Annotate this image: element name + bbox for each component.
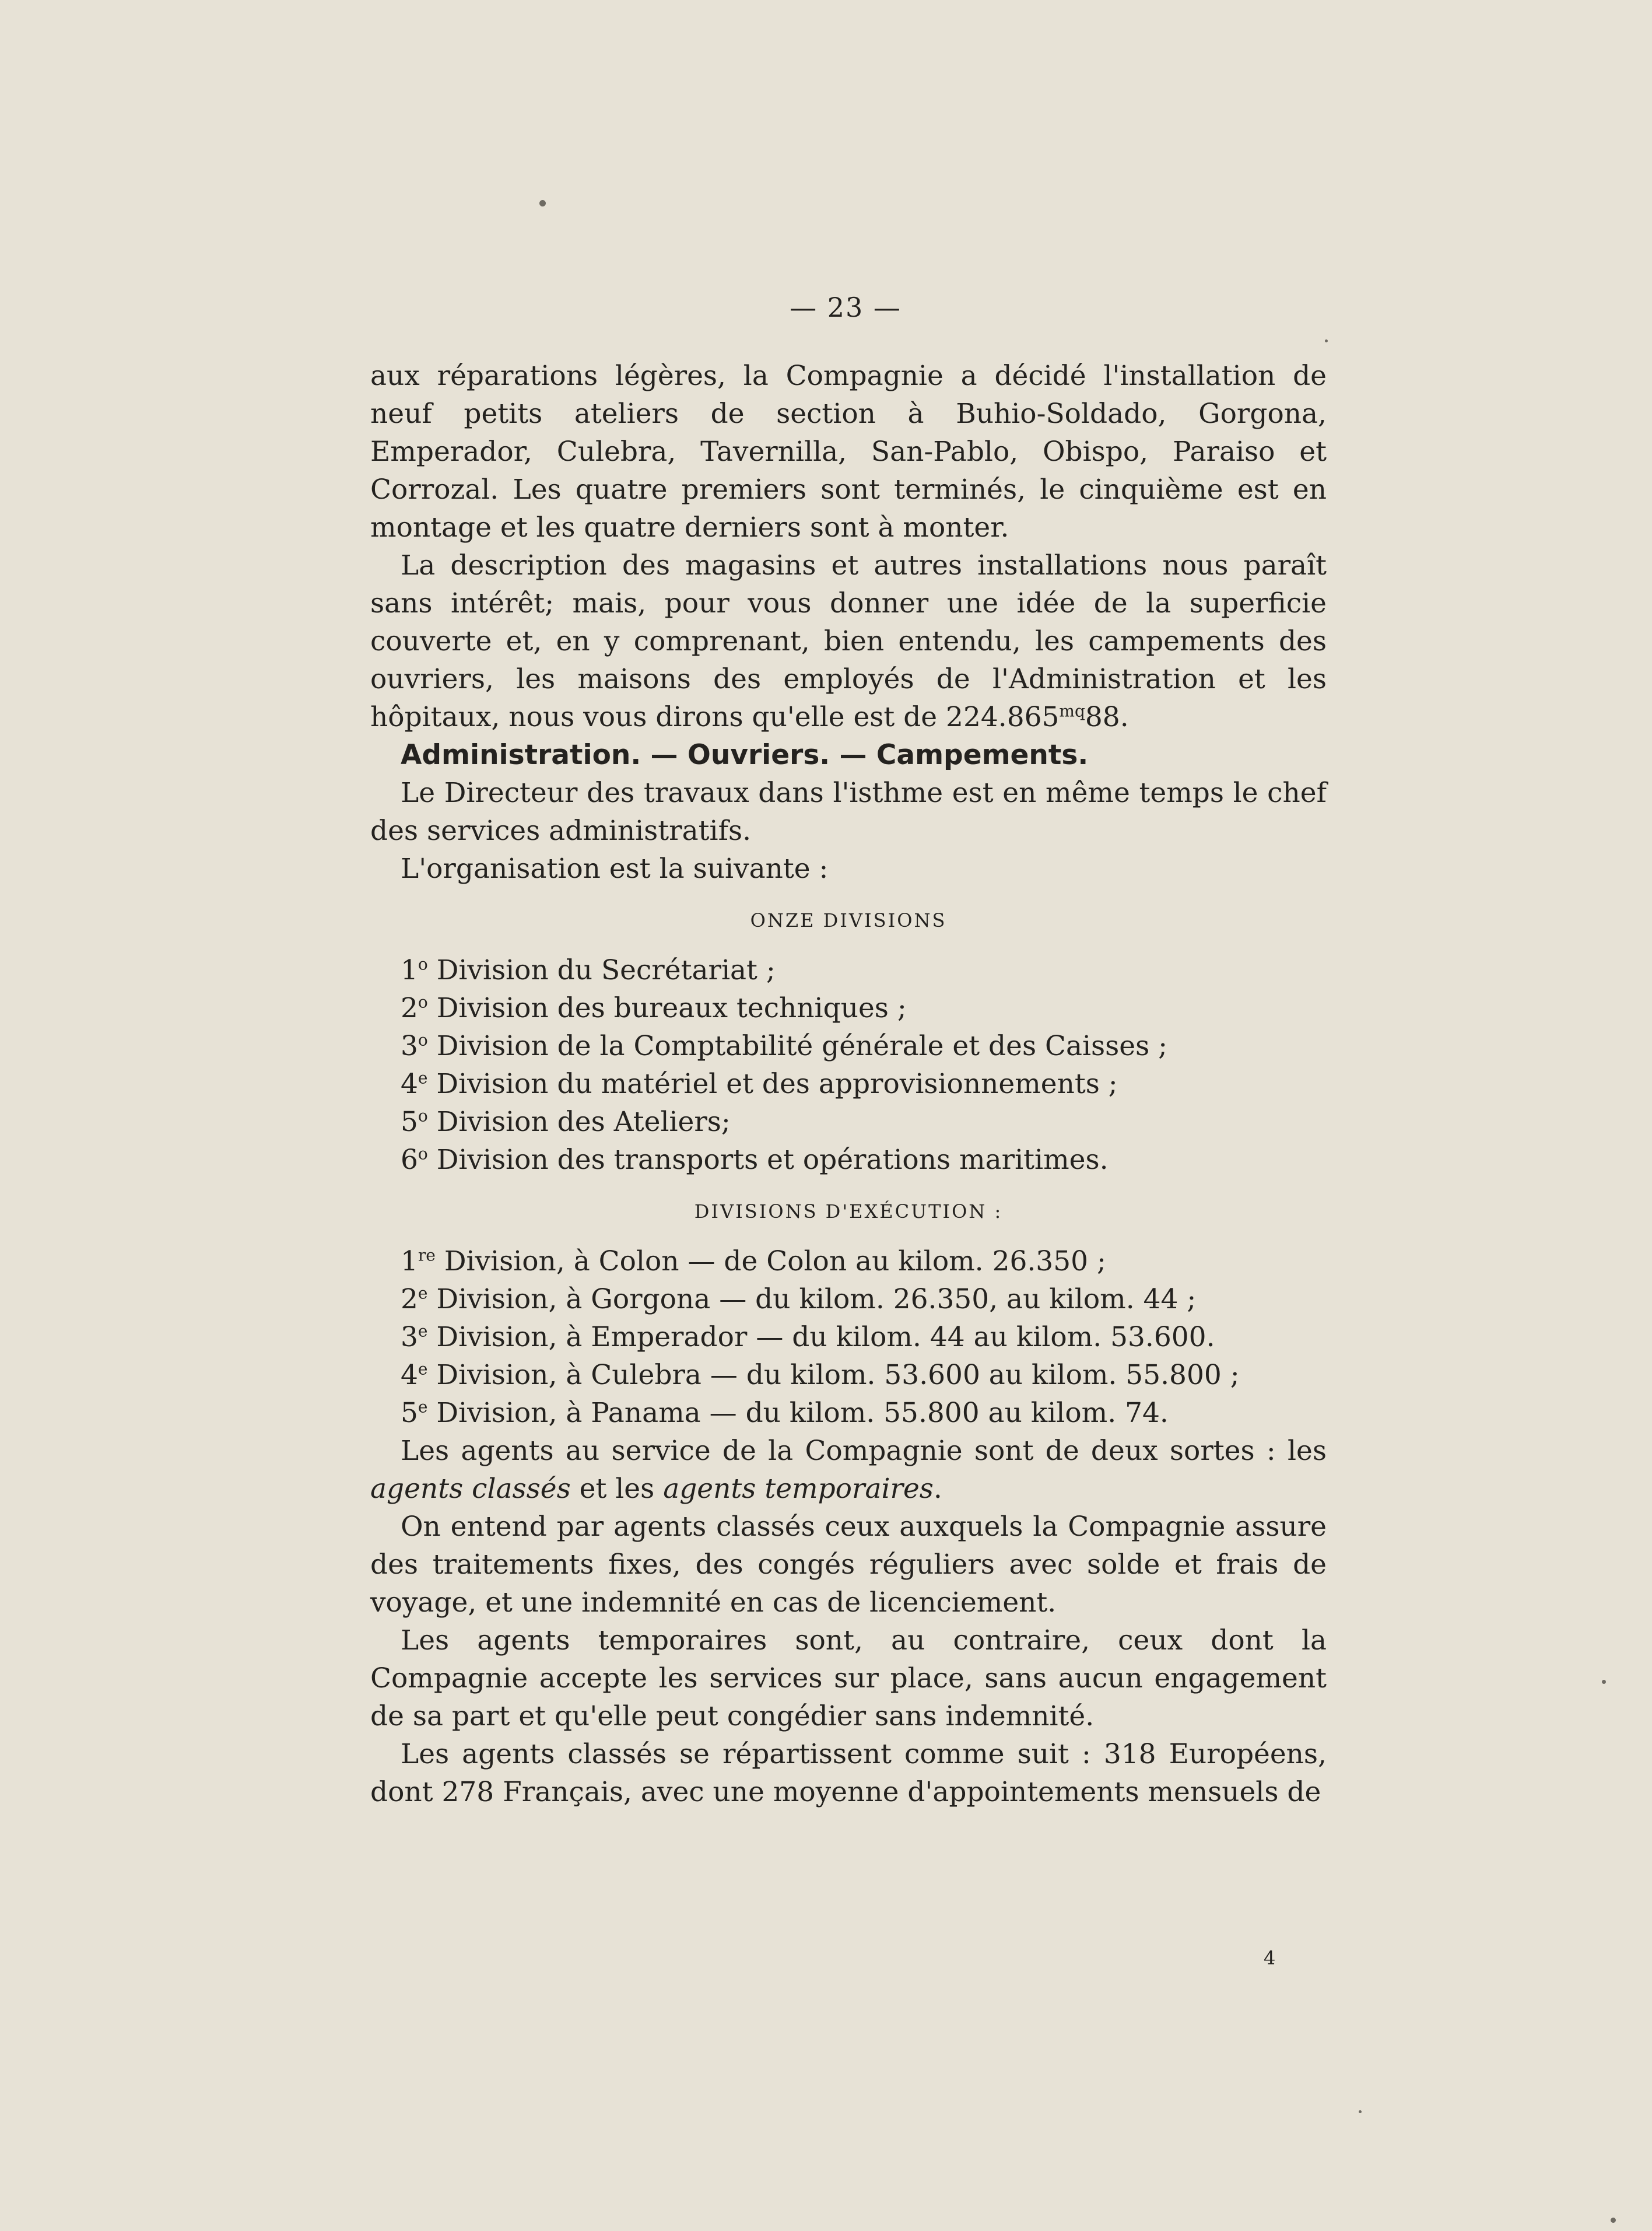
page-body [370, 357, 1327, 1811]
onze-divisions-heading: ONZE DIVISIONS [750, 909, 947, 931]
paragraph-agents-temporaires: Les agents temporaires sont, au contraire, ceux dont la Compagnie accepte les services sur place, sans aucun engagement de sa part et qu'elle peut congédier sans indemnité. [370, 1624, 1327, 1732]
ink-speck [1325, 339, 1328, 342]
italic-term: agents classés [370, 1473, 571, 1505]
superficie-text: La description des magasins et autres installations nous paraît sans intérêt; mais, pour vous donner une idée de la superficie couverte et, en y comprenant, bien entendu, les campements des ouvriers, les maisons des employés de l'Administration et les hôpitaux, nous vous dirons qu'elle est de 224.865 [370, 549, 1327, 733]
section-title: Administration. — Ouvriers. — Campements. [401, 739, 1089, 771]
ink-speck [539, 200, 546, 206]
list-item [370, 951, 1327, 989]
item-text: Division des Ateliers; [427, 1106, 731, 1138]
item-number: 1 [401, 954, 418, 986]
list-item [370, 1394, 1327, 1432]
item-text: Division des transports et opérations maritimes. [427, 1144, 1109, 1176]
item-number: 4 [401, 1359, 418, 1391]
item-number: 3 [401, 1321, 418, 1353]
item-number: 6 [401, 1144, 418, 1176]
item-number: 4 [401, 1068, 418, 1100]
item-text: Division du Secrétariat ; [427, 954, 776, 986]
paragraph-directeur: Le Directeur des travaux dans l'isthme est en même temps le chef des services administratifs. [370, 777, 1327, 847]
ordinal-suffix: e [418, 1359, 428, 1379]
paragraph-repartition: Les agents classés se répartissent comme suit : 318 Européens, dont 278 Français, avec une moyenne d'appointements mensuels de [370, 1738, 1327, 1808]
paragraph-superficie [370, 547, 1327, 736]
item-text: Division, à Emperador — du kilom. 44 au kilom. 53.600. [427, 1321, 1215, 1353]
ordinal-suffix: o [418, 954, 428, 974]
list-item [370, 1318, 1327, 1356]
ordinal-suffix: o [418, 1106, 428, 1126]
ordinal-suffix: re [418, 1245, 436, 1265]
text-run: . [933, 1473, 942, 1505]
ordinal-suffix: e [418, 1397, 428, 1417]
ordinal-suffix: o [418, 1144, 428, 1164]
item-text: Division du matériel et des approvisionnements ; [427, 1068, 1118, 1100]
item-text: Division, à Colon — de Colon au kilom. 26.350 ; [435, 1245, 1106, 1277]
item-number: 3 [401, 1030, 418, 1062]
list-item [370, 1103, 1327, 1141]
ordinal-suffix: e [418, 1283, 428, 1303]
item-text: Division, à Gorgona — du kilom. 26.350, au kilom. 44 ; [427, 1283, 1197, 1315]
list-item [370, 1027, 1327, 1065]
list-item [370, 1141, 1327, 1179]
item-number: 2 [401, 992, 418, 1024]
area-decimals: 88. [1085, 701, 1129, 733]
ink-speck [1611, 2218, 1616, 2223]
list-item [370, 989, 1327, 1027]
text-run: Les agents au service de la Compagnie sont de deux sortes : les [401, 1435, 1327, 1467]
ordinal-suffix: o [418, 1030, 428, 1050]
ordinal-suffix: o [418, 992, 428, 1012]
signature-mark: 4 [1264, 1947, 1276, 1969]
ink-speck [1359, 2110, 1362, 2113]
item-text: Division, à Panama — du kilom. 55.800 au kilom. 74. [427, 1397, 1169, 1429]
ordinal-suffix: e [418, 1321, 428, 1341]
ordinal-suffix: e [418, 1068, 428, 1088]
item-number: 1 [401, 1245, 418, 1277]
text-run: et les [570, 1473, 664, 1505]
list-item [370, 1242, 1327, 1280]
item-number: 2 [401, 1283, 418, 1315]
list-item [370, 1280, 1327, 1318]
item-text: Division des bureaux techniques ; [427, 992, 907, 1024]
item-number: 5 [401, 1397, 418, 1429]
ink-speck [1602, 1680, 1606, 1684]
page-number: — 23 — [790, 292, 902, 323]
area-unit: mq [1059, 701, 1085, 721]
paragraph-organisation: L'organisation est la suivante : [401, 853, 829, 885]
list-item [370, 1065, 1327, 1103]
list-item [370, 1356, 1327, 1394]
italic-term: agents temporaires [663, 1473, 934, 1505]
item-number: 5 [401, 1106, 418, 1138]
item-text: Division de la Comptabilité générale et des Caisses ; [427, 1030, 1167, 1062]
paragraph-agents-sortes [370, 1432, 1327, 1508]
paragraph-ateliers: aux réparations légères, la Compagnie a décidé l'installation de neuf petits ateliers de section à Buhio-Soldado, Gorgona, Emperador, Culebra, Tavernilla, San-Pablo, Obispo, Paraiso et Corrozal. Les quatre premiers sont terminés, le cinquième est en montage et les quatre derniers sont à monter. [370, 360, 1327, 544]
paragraph-agents-classes: On entend par agents classés ceux auxquels la Compagnie assure des traitements fixes, des congés réguliers avec solde et frais de voyage, et une indemnité en cas de licenciement. [370, 1511, 1327, 1619]
divisions-execution-heading: DIVISIONS D'EXÉCUTION : [694, 1200, 1003, 1223]
item-text: Division, à Culebra — du kilom. 53.600 au kilom. 55.800 ; [427, 1359, 1240, 1391]
